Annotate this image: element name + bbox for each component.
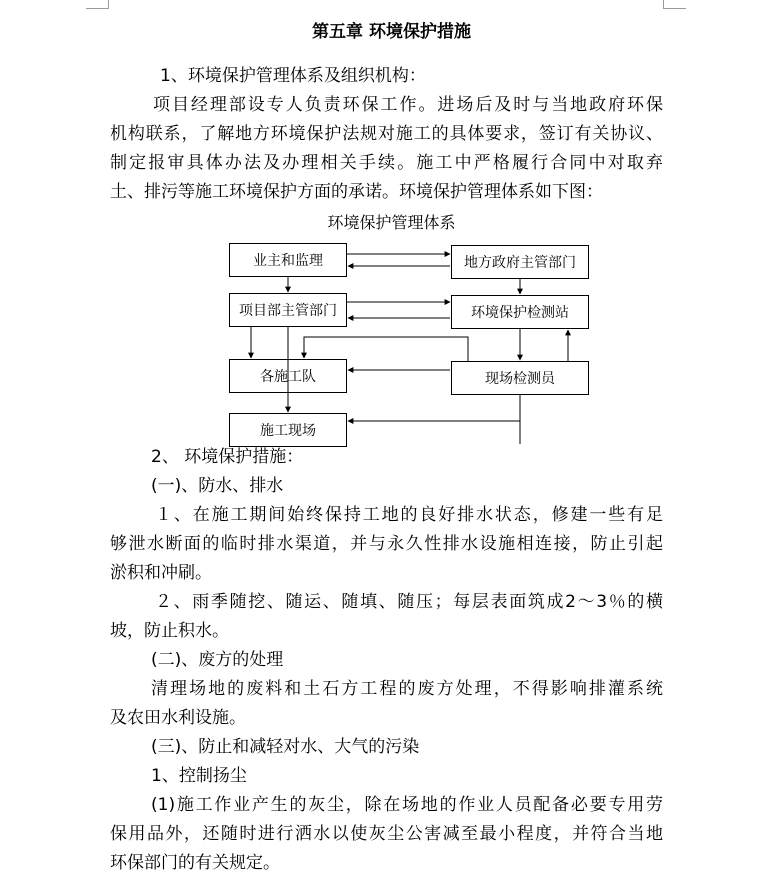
box-owner-supervisor: 业主和监理	[229, 243, 347, 277]
item4-line2: 保用品外，还随时进行洒水以使灰尘公害减至最小程度，并符合当地	[110, 824, 663, 844]
item1-line3: 淤积和冲刷。	[110, 563, 212, 583]
arrow-teams-feedback	[304, 337, 468, 361]
section1-para-line1: 项目经理部设专人负责环保工作。进场后及时与当地政府环保	[153, 95, 663, 115]
box-env-monitor-station: 环境保护检测站	[451, 295, 589, 329]
item4-line1: (1)施工作业产生的灰尘，除在场地的作业人员配备必要专用劳	[151, 795, 663, 815]
section2-heading: 2、 环境保护措施：	[151, 447, 304, 467]
chapter-title: 第五章 环境保护措施	[312, 22, 471, 42]
item3-line1: 清理场地的废料和土石方工程的废方处理，不得影响排灌系统	[151, 679, 663, 699]
section1-para-line3: 制定报审具体办法及办理相关手续。施工中严格履行合同中对取弃	[110, 153, 663, 173]
subsection-waterproofing: (一)、防水、排水	[151, 476, 284, 496]
section1-heading: 1、环境保护管理体系及组织机构：	[160, 66, 426, 86]
subsection-dust-control: 1、控制扬尘	[151, 766, 247, 786]
item2-line2: 坡，防止积水。	[110, 621, 229, 641]
item2-line1: ２、雨季随挖、随运、随填、随压；每层表面筑成2～3％的横	[155, 592, 663, 612]
box-local-gov-dept: 地方政府主管部门	[451, 245, 589, 279]
box-construction-site: 施工现场	[229, 413, 347, 447]
item3-line2: 及农田水利设施。	[110, 708, 246, 728]
box-site-inspector: 现场检测员	[451, 361, 589, 395]
item1-line2: 够泄水断面的临时排水渠道，并与永久性排水设施相连接，防止引起	[110, 534, 663, 554]
item4-line3: 环保部门的有关规定。	[110, 853, 280, 873]
subsection-pollution: (三)、防止和减轻对水、大气的污染	[151, 737, 420, 757]
subsection-waste: (二)、废方的处理	[151, 650, 284, 670]
box-project-dept: 项目部主管部门	[229, 293, 347, 327]
diagram-title: 环境保护管理体系	[327, 213, 456, 232]
box-construction-teams: 各施工队	[229, 359, 347, 393]
item1-line1: １、在施工期间始终保持工地的良好排水状态，修建一些有足	[155, 505, 663, 525]
section1-para-line4: 土、排污等施工环境保护方面的承诺。环境保护管理体系如下图：	[110, 182, 603, 202]
section1-para-line2: 机构联系，了解地方环境保护法规对施工的具体要求，签订有关协议、	[110, 124, 663, 144]
